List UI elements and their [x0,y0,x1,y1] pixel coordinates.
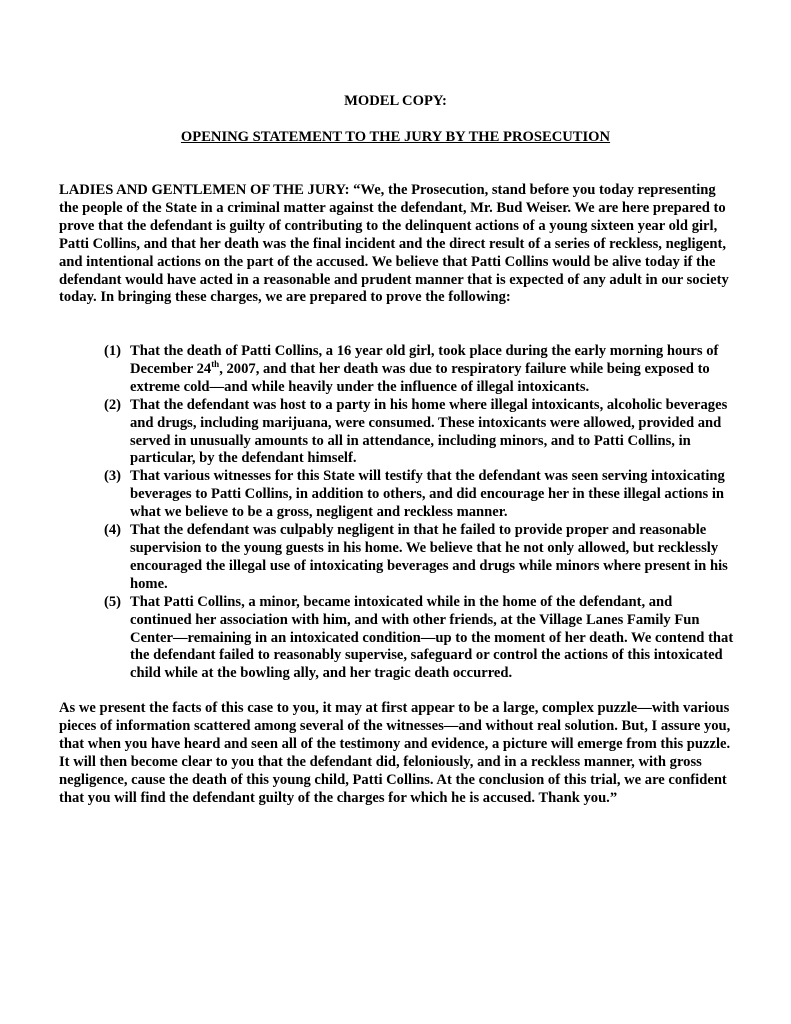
list-item-text: That the death of Patti Collins, a 16 year old girl, took place during the early morning hours of December 24 [130,343,719,377]
list-item-text: That Patti Collins, a minor, became intoxicated while in the home of the defendant, and continued her association with him, and with other friends, at the Village Lanes Family Fun Center—remaining in an intoxicated condition—up to the moment of her death. We contend that the defendant failed to reasonably supervise, safeguard or control the actions of this intoxicated child while at the bowling ally, and her tragic death occurred. [130,593,734,682]
list-item-number: (1) [104,343,122,359]
list-item-number: (5) [104,593,122,610]
list-item [104,468,736,522]
points-list [104,343,736,683]
list-item-number: (4) [104,522,122,539]
list-item-text: That the defendant was culpably negligent in that he failed to provide proper and reasonable supervision to the young guests in his home. We believe that he not only allowed, but recklessly encouraged the illegal use of intoxicating beverages and drugs while minors where present in his home. [130,522,728,592]
ordinal-suffix: th [211,359,220,370]
list-item-number: (2) [104,396,122,413]
closing-paragraph: As we present the facts of this case to you, it may at first appear to be a large, complex puzzle—with various pieces of information scattered among several of the witnesses—and without real solution. But, I assure you, that when you have heard and seen all of the testimony and evidence, a picture will emerge from this puzzle. It will then become clear to you that the defendant did, feloniously, and in a reckless manner, with gross negligence, cause the death of this young child, Patti Collins. At the conclusion of this trial, we are confident that you will find the defendant guilty of the charges for which he is accused. Thank you.” [59,700,731,806]
list-item-number: (3) [104,468,122,485]
model-copy-label: MODEL COPY: [344,93,447,109]
document-title [0,129,791,147]
list-item [104,522,736,594]
list-item-text: That the defendant was host to a party in his home where illegal intoxicants, alcoholic beverages and drugs, including marijuana, were consumed. These intoxicants were allowed, provided and served in unusually amounts to all in attendance, including minors, and to Patti Collins, in particular, by the defendant himself. [130,396,728,467]
document-title-text: OPENING STATEMENT TO THE JURY BY THE PROSECUTION [180,129,611,145]
intro-paragraph: LADIES AND GENTLEMEN OF THE JURY: “We, the Prosecution, stand before you today representing the people of the State in a criminal matter against the defendant, Mr. Bud Weiser. We are here prepared to prove that the defendant is guilty of contributing to the delinquent actions of a young sixteen year old girl, Patti Collins, and that her death was the final incident and the direct result of a series of reckless, negligent, and intentional actions on the part of the accused. We believe that Patti Collins would be alive today if the defendant would have acted in a reasonable and prudent manner that is expected of any adult in our society today. In bringing these charges, we are prepared to prove the following: [59,182,729,306]
list-item [104,397,736,469]
list-item [104,343,736,397]
list-item-text: That various witnesses for this State will testify that the defendant was seen serving intoxicating beverages to Patti Collins, in addition to others, and did encourage her in these illegal actions in what we believe to be a gross, negligent and reckless manner. [130,468,725,521]
list-item-text-continued: , 2007, and that her death was due to respiratory failure while being exposed to extreme cold—and while heavily under the influence of illegal intoxicants. [130,360,710,395]
list-item [104,594,736,684]
